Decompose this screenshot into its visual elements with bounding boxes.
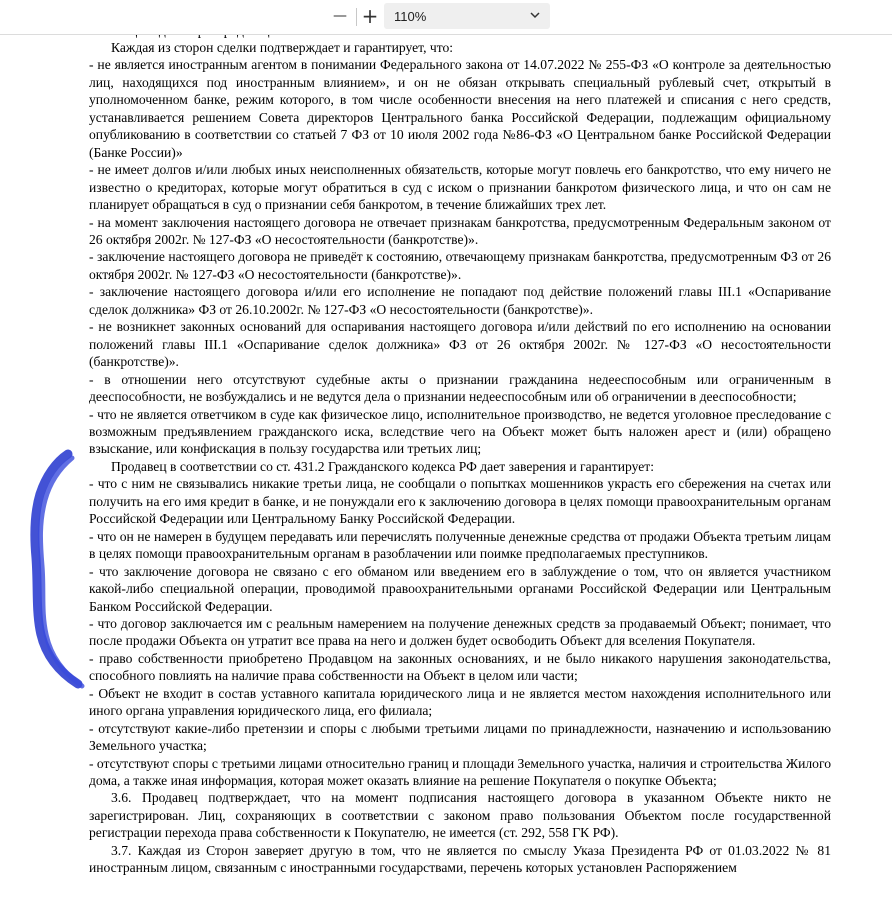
zoom-select[interactable] [384,3,550,29]
document-paragraph: - не возникнет законных оснований для оспаривания настоящего договора и/или действий по его исполнению на основании положений главы III.1 «Оспаривание сделок должника» ФЗ от 26 октября 2002г. № 127-ФЗ «О несостоятельности (банкротстве)». [89,319,831,370]
toolbar-divider [356,8,357,26]
document-paragraph: - не является иностранным агентом в понимании Федерального закона от 14.07.2022 № 255-ФЗ «О контроле за деятельностью лиц, находящихся под иностранным влиянием», и он не обязан открывать специальный рублевый счет, открытый в уполномоченном банке, режим которого, в том числе особенности внесения на него платежей и списания с него средств, устанавливается решением Совета директоров Центрального банка Российской Федерации, подлежащим официальному опубликованию в соответствии со статьей 7 ФЗ от 10 июля 2002 года №86-ФЗ «О Центральном банке Российской Федерации (Банке России)» [89,57,831,160]
document-paragraph: 3.7. Каждая из Сторон заверяет другую в том, что не является по смыслу Указа Президента РФ от 01.03.2022 № 81 иностранным лицом, связанным с иностранными государствами, перечень которых установлен Распоряжением [89,842,831,876]
chevron-down-icon [528,8,542,22]
document-paragraph: Продавец в соответствии со ст. 431.2 Гражданского кодекса РФ дает заверения и гарантирует: [111,458,654,474]
document-paragraph: - в отношении него отсутствуют судебные акты о признании гражданина недееспособным или ограниченным в дееспособности, не возбуждались и не ведутся дела о признании недееспособным или об ограничении в дееспособности; [89,371,831,405]
document-paragraph: - право собственности приобретено Продавцом на законных основаниях, и не было никакого нарушения законодательства, способного повлиять на наличие права собственности на Объект в целом или части; [89,650,831,684]
document-paragraph: - Объект не входит в состав уставного капитала юридического лица и не является местом нахождения исполнительного или иного органа управления юридического лица, его филиала; [89,685,831,719]
document-paragraph: - заключение настоящего договора не приведёт к состоянию, отвечающему признакам банкротства, предусмотренным ФЗ от 26 октября 2002г. № 127-ФЗ «О несостоятельности (банкротстве)». [89,249,831,282]
document-paragraph: - что с ним не связывались никакие третьи лица, не сообщали о попытках мошенников украсть его сбережения на счетах или получить на его имя кредит в банке, и не понуждали его к заключению договора в целях помощи правоохранительным органам Российской Федерации или Центральному Банку Российской Федерации. [89,476,831,527]
pdf-toolbar [0,0,892,35]
document-paragraph: - что он не намерен в будущем передавать или перечислять полученные денежные средства от продажи Объекта третьим лицам в целях помощи правоохранительным органам в разоблачении или поимке предполагаемых преступников. [89,528,831,562]
zoom-value: 110% [394,8,427,24]
document-paragraph: 3.6. Продавец подтверждает, что на момент подписания настоящего договора в указанном Объекте никто не зарегистрирован. Лиц, сохраняющих в соответствии с законом право пользования Объектом после государственной регистрации перехода права собственности к Покупателю, не имеется (ст. 292, 558 ГК РФ). [89,790,831,841]
document-body [89,39,831,877]
document-paragraph: - отсутствуют споры с третьими лицами относительно границ и площади Земельного участка, наличия и строительства Жилого дома, а также иная информация, которая может оказать влияние на решение Покупателя о покупке Объекта; [89,755,831,789]
zoom-out-button[interactable] [328,5,352,27]
zoom-in-button[interactable] [358,5,382,27]
document-paragraph: - что договор заключается им с реальным намерением на получение денежных средств за продаваемый Объект; понимает, что после продажи Объекта он утратит все права на него и должен будет освободить Объект для вселения Покупателя. [89,615,831,649]
document-paragraph: - что не является ответчиком в суде как физическое лицо, исполнительное производство, не ведется уголовное преследование с возможным предъявлением гражданского иска, вследствие чего на Объект может быть наложен арест и (или) обращено взыскание, или конфискация в пользу государства или третьих лиц; [89,406,831,457]
document-paragraph: Каждая из сторон сделки подтверждает и гарантирует, что: [111,40,454,55]
document-paragraph: - что заключение договора не связано с его обманом или введением его в заблуждение о том, что он является участником какой-либо специальной операции, проводимой правоохранительными органами Российской Федерации или Центральным Банком Российской Федерации. [89,563,831,614]
blue-ink-bracket-scribble-icon [20,448,90,693]
document-paragraph: - не имеет долгов и/или любых иных неисполненных обязательств, которые могут повлечь его банкротство, что ему ничего не известно о кредиторах, которые могут обратиться в суд с иском о признании банкротом физического лица, и что он сам не планирует обращаться в суд о признании себя банкротом, в течение ближайших трех лет. [89,162,831,213]
document-paragraph: - заключение настоящего договора и/или его исполнение не попадают под действие положений главы III.1 «Оспаривание сделок должника» ФЗ от 26.10.2002г. № 127-ФЗ «О несостоятельности (банкротстве)». [89,284,831,317]
document-paragraph: - на момент заключения настоящего договора не отвечает признакам банкротства, предусмотренным Федеральным законом от 26 октября 2002г. № 127-ФЗ «О несостоятельности (банкротстве)». [89,214,831,247]
document-page [89,0,831,877]
minus-icon: — [333,8,347,24]
document-paragraph: - отсутствуют какие-либо претензии и споры с любыми третьими лицами по принадлежности, назначению и использованию Земельного участка; [89,720,831,754]
plus-icon: + [361,4,379,28]
